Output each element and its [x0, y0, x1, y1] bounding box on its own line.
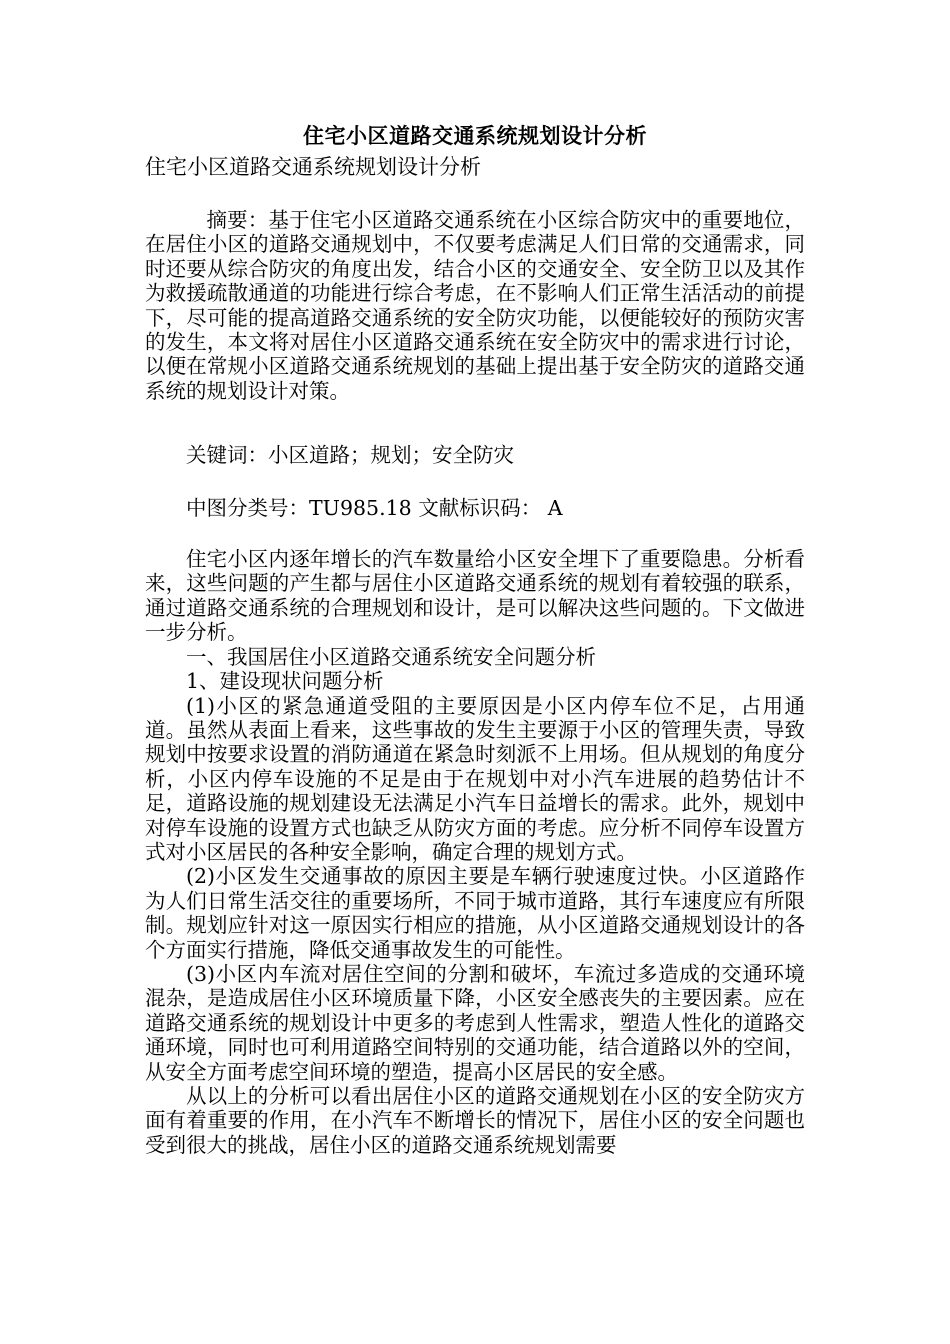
keywords-line: 关键词：小区道路；规划；安全防灾 — [186, 443, 514, 468]
analysis-point-2: (2)小区发生交通事故的原因主要是车辆行驶速度过快。小区道路作为人们日常生活交往的重要场所，不同于城市道路，其行车速度应有所限制。规划应针对这一原因实行相应的措施，从小区道路交通规划设计的各个方面实行措施，降低交通事故发生的可能性。 — [145, 864, 805, 962]
section-heading: 一、我国居住小区道路交通系统安全问题分析 — [186, 644, 596, 669]
subsection-heading: 1、建设现状问题分析 — [186, 669, 384, 694]
conclusion-paragraph: 从以上的分析可以看出居住小区的道路交通规划在小区的安全防灾方面有着重要的作用，在小汽车不断增长的情况下，居住小区的安全问题也受到很大的挑战，居住小区的道路交通系统规划需要 — [145, 1084, 805, 1157]
document-subtitle: 住宅小区道路交通系统规划设计分析 — [145, 155, 481, 179]
analysis-point-3: (3)小区内车流对居住空间的分割和破坏，车流过多造成的交通环境混杂，是造成居住小区环境质量下降，小区安全感丧失的主要因素。应在道路交通系统的规划设计中更多的考虑到人性需求，塑造人性化的道路交通环境，同时也可利用道路空间特别的交通功能，结合道路以外的空间，从安全方面考虑空间环境的塑造，提高小区居民的安全感。 — [145, 961, 805, 1084]
analysis-point-1: (1)小区的紧急通道受阻的主要原因是小区内停车位不足，占用通道。虽然从表面上看来，这些事故的发生主要源于小区的管理失责，导致规划中按要求设置的消防通道在紧急时刻派不上用场。但从规划的角度分析，小区内停车设施的不足是由于在规划中对小汽车进展的趋势估计不足，道路设施的规划建设无法满足小汽车日益增长的需求。此外，规划中对停车设施的设置方式也缺乏从防灾方面的考虑。应分析不同停车设置方式对小区居民的各种安全影响，确定合理的规划方式。 — [145, 693, 805, 864]
document-title: 住宅小区道路交通系统规划设计分析 — [303, 123, 647, 148]
document-page — [145, 118, 805, 1157]
classification-line: 中图分类号：TU985.18 文献标识码： A — [186, 495, 563, 520]
abstract-paragraph: 摘要：基于住宅小区道路交通系统在小区综合防灾中的重要地位，在居住小区的道路交通规划中，不仅要考虑满足人们日常的交通需求，同时还要从综合防灾的角度出发，结合小区的交通安全、安全防卫以及其作为救援疏散通道的功能进行综合考虑，在不影响人们正常生活活动的前提下，尽可能的提高道路交通系统的安全防灾功能，以便能较好的预防灾害的发生，本文将对居住小区道路交通系统在安全防灾中的需求进行讨论，以便在常规小区道路交通系统规划的基础上提出基于安全防灾的道路交通系统的规划设计对策。 — [145, 208, 805, 403]
intro-paragraph: 住宅小区内逐年增长的汽车数量给小区安全埋下了重要隐患。分析看来，这些问题的产生都与居住小区道路交通系统的规划有着较强的联系，通过道路交通系统的合理规划和设计，是可以解决这些问题的。下文做进一步分析。 — [145, 547, 805, 645]
